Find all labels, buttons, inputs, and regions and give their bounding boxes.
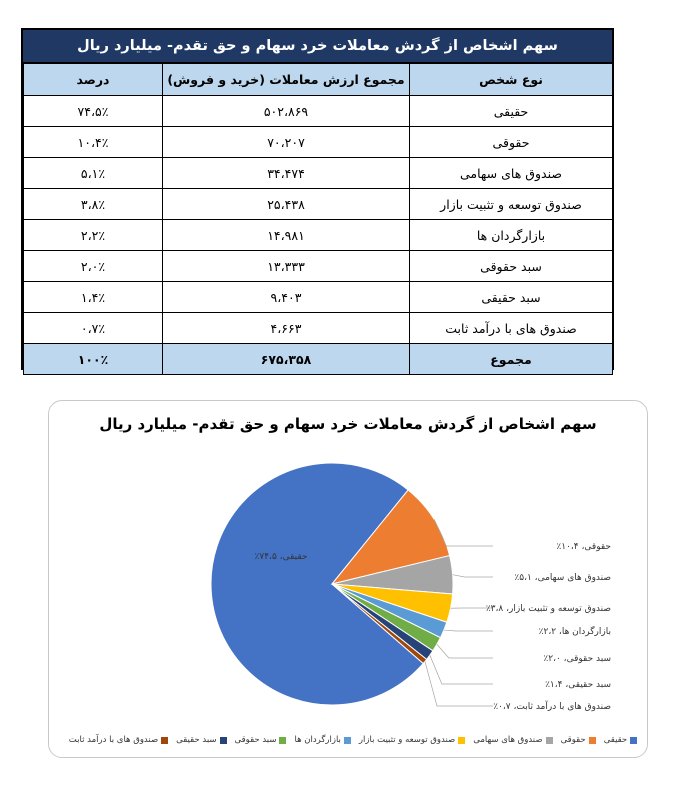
legend-label: صندوق توسعه و تثبیت بازار (358, 735, 456, 745)
chart-title: سهم اشخاص از گردش معاملات خرد سهام و حق تقدم- میلیارد ریال (99, 415, 597, 433)
cell-percent: ۷۴،۵٪ (24, 96, 163, 127)
header-value: مجموع ارزش معاملات (خرید و فروش) (163, 64, 410, 96)
total-percent: ۱۰۰٪ (24, 344, 163, 375)
cell-value: ۹،۴۰۳ (163, 282, 410, 313)
cell-type: صندوق های سهامی (410, 158, 613, 189)
data-label: صندوق توسعه و تثبیت بازار، ۳،۸٪ (485, 604, 611, 614)
data-label: سبد حقوقی، ۲،۰٪ (543, 654, 611, 664)
legend-label: حقیقی (603, 735, 628, 745)
legend-item (604, 735, 638, 745)
cell-value: ۷۰،۲۰۷ (163, 127, 410, 158)
data-label: حقوقی، ۱۰،۴٪ (556, 542, 611, 552)
table-row (24, 158, 613, 189)
cell-value: ۱۴،۹۸۱ (163, 220, 410, 251)
legend-label: حقوقی (560, 735, 586, 745)
table-row (24, 282, 613, 313)
cell-value: ۱۳،۳۳۳ (163, 251, 410, 282)
table-row (24, 220, 613, 251)
cell-type: سبد حقیقی (410, 282, 613, 313)
legend-swatch (220, 737, 227, 744)
legend-swatch (344, 737, 351, 744)
legend-item (176, 735, 226, 745)
legend-label: سبد حقیقی (176, 735, 217, 745)
table-row (24, 189, 613, 220)
cell-percent: ۱،۴٪ (24, 282, 163, 313)
table-row (24, 251, 613, 282)
cell-type: حقیقی (410, 96, 613, 127)
table-row (24, 313, 613, 344)
cell-percent: ۰،۷٪ (24, 313, 163, 344)
cell-type: حقوقی (410, 127, 613, 158)
legend-item (359, 735, 465, 745)
table-header-row (24, 64, 613, 96)
legend-swatch (589, 737, 596, 744)
data-table (23, 63, 613, 375)
legend-item (473, 735, 552, 745)
table-row (24, 127, 613, 158)
cell-type: سبد حقوقی (410, 251, 613, 282)
legend-item (561, 735, 596, 745)
leader-line (437, 644, 493, 658)
total-label: مجموع (410, 344, 613, 375)
cell-value: ۴،۶۶۳ (163, 313, 410, 344)
data-label: صندوق های با درآمد ثابت، ۰،۷٪ (493, 702, 611, 712)
cell-value: ۲۵،۴۳۸ (163, 189, 410, 220)
cell-percent: ۵،۱٪ (24, 158, 163, 189)
leader-line (430, 655, 493, 684)
legend-swatch (161, 737, 168, 744)
data-label: سبد حقیقی، ۱،۴٪ (545, 680, 611, 690)
pie-chart-card (48, 400, 648, 758)
cell-type: بازارگردان ها (410, 220, 613, 251)
legend-item (294, 735, 350, 745)
cell-type: صندوق توسعه و تثبیت بازار (410, 189, 613, 220)
cell-value: ۵۰۲،۸۶۹ (163, 96, 410, 127)
header-type: نوع شخص (410, 64, 613, 96)
legend-item (69, 735, 168, 745)
table-row (24, 96, 613, 127)
cell-percent: ۲،۲٪ (24, 220, 163, 251)
data-label: صندوق های سهامی، ۵،۱٪ (514, 573, 611, 583)
leader-line (453, 575, 493, 577)
legend-swatch (630, 737, 637, 744)
cell-percent: ۲،۰٪ (24, 251, 163, 282)
legend-swatch (546, 737, 553, 744)
pie-chart (49, 401, 649, 731)
leader-line (444, 630, 493, 631)
legend-item (235, 735, 287, 745)
legend-swatch (279, 737, 286, 744)
chart-legend (68, 735, 628, 745)
cell-percent: ۱۰،۴٪ (24, 127, 163, 158)
legend-label: صندوق های با درآمد ثابت (68, 735, 159, 745)
total-value: ۶۷۵،۳۵۸ (163, 344, 410, 375)
legend-swatch (458, 737, 465, 744)
header-percent: درصد (24, 64, 163, 96)
cell-percent: ۳،۸٪ (24, 189, 163, 220)
table-total-row (24, 344, 613, 375)
table-title: سهم اشخاص از گردش معاملات خرد سهام و حق تقدم- میلیارد ریال (23, 30, 612, 63)
legend-label: سبد حقوقی (234, 735, 277, 745)
data-label: بازارگردان ها، ۲،۲٪ (538, 627, 611, 637)
legend-label: صندوق های سهامی (473, 735, 543, 745)
data-label: حقیقی، ۷۴،۵٪ (254, 552, 308, 562)
cell-value: ۳۴،۴۷۴ (163, 158, 410, 189)
cell-type: صندوق های با درآمد ثابت (410, 313, 613, 344)
legend-label: بازارگردان ها (294, 735, 341, 745)
share-table (21, 28, 614, 370)
